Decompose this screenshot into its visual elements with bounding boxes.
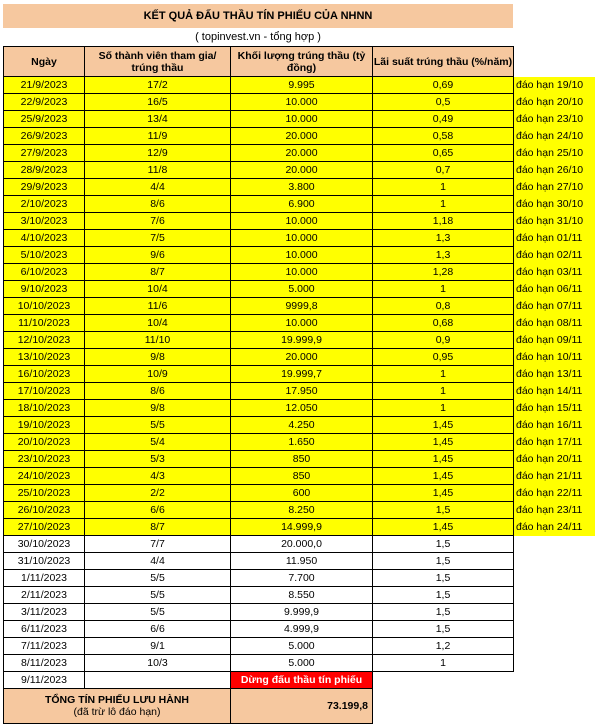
cell-members: 6/6	[85, 502, 231, 519]
cell-volume: 10.000	[231, 230, 373, 247]
table-header-row	[4, 47, 514, 77]
table-row	[4, 315, 514, 332]
last-row-date: 9/11/2023	[4, 672, 85, 689]
maturity-label: đáo hạn 09/11	[514, 332, 595, 349]
cell-volume: 8.250	[231, 502, 373, 519]
cell-members: 8/6	[85, 383, 231, 400]
table-row	[4, 94, 514, 111]
cell-date: 20/10/2023	[4, 434, 85, 451]
maturity-label: đáo hạn 25/10	[514, 145, 595, 162]
cell-volume: 9999,8	[231, 298, 373, 315]
cell-volume: 850	[231, 451, 373, 468]
cell-members: 7/6	[85, 213, 231, 230]
cell-volume: 20.000,0	[231, 536, 373, 553]
cell-date: 2/11/2023	[4, 587, 85, 604]
cell-volume: 12.050	[231, 400, 373, 417]
cell-rate: 1,18	[373, 213, 514, 230]
cell-members: 5/5	[85, 417, 231, 434]
table-row	[4, 213, 514, 230]
cell-members: 13/4	[85, 111, 231, 128]
cell-date: 30/10/2023	[4, 536, 85, 553]
table-row	[4, 502, 514, 519]
cell-rate: 0,65	[373, 145, 514, 162]
cell-rate: 1,45	[373, 519, 514, 536]
table-row	[4, 519, 514, 536]
cell-volume: 7.700	[231, 570, 373, 587]
table-row	[4, 349, 514, 366]
cell-date: 22/9/2023	[4, 94, 85, 111]
table-row	[4, 162, 514, 179]
cell-rate: 1	[373, 281, 514, 298]
cell-date: 6/11/2023	[4, 621, 85, 638]
maturity-label: đáo hạn 20/11	[514, 451, 595, 468]
cell-volume: 5.000	[231, 281, 373, 298]
header-date: Ngày	[4, 47, 85, 77]
table-row	[4, 604, 514, 621]
cell-volume: 10.000	[231, 94, 373, 111]
cell-members: 5/5	[85, 604, 231, 621]
last-row	[4, 672, 514, 689]
cell-members: 8/7	[85, 519, 231, 536]
cell-volume: 19.999,9	[231, 332, 373, 349]
cell-date: 26/10/2023	[4, 502, 85, 519]
cell-date: 27/9/2023	[4, 145, 85, 162]
cell-rate: 1,45	[373, 451, 514, 468]
cell-volume: 850	[231, 468, 373, 485]
maturity-label: đáo hạn 24/11	[514, 519, 595, 536]
cell-members: 16/5	[85, 94, 231, 111]
table-row	[4, 638, 514, 655]
cell-rate: 1,45	[373, 434, 514, 451]
maturity-label: đáo hạn 15/11	[514, 400, 595, 417]
table-row	[4, 621, 514, 638]
cell-rate: 1,3	[373, 247, 514, 264]
maturity-label: đáo hạn 27/10	[514, 179, 595, 196]
cell-date: 11/10/2023	[4, 315, 85, 332]
cell-rate: 0,68	[373, 315, 514, 332]
page-subtitle: ( topinvest.vn - tổng hợp )	[195, 31, 321, 43]
cell-date: 29/9/2023	[4, 179, 85, 196]
cell-rate: 1,5	[373, 621, 514, 638]
table-row	[4, 264, 514, 281]
cell-members: 4/4	[85, 179, 231, 196]
cell-volume: 20.000	[231, 145, 373, 162]
cell-date: 26/9/2023	[4, 128, 85, 145]
table-row	[4, 468, 514, 485]
cell-members: 10/4	[85, 281, 231, 298]
cell-volume: 10.000	[231, 315, 373, 332]
table-row	[4, 366, 514, 383]
cell-date: 23/10/2023	[4, 451, 85, 468]
cell-members: 11/6	[85, 298, 231, 315]
maturity-label: đáo hạn 30/10	[514, 196, 595, 213]
cell-date: 9/10/2023	[4, 281, 85, 298]
cell-volume: 600	[231, 485, 373, 502]
cell-date: 1/11/2023	[4, 570, 85, 587]
cell-members: 5/5	[85, 587, 231, 604]
cell-members: 9/6	[85, 247, 231, 264]
table-row	[4, 298, 514, 315]
cell-rate: 1,5	[373, 553, 514, 570]
cell-rate: 1,5	[373, 502, 514, 519]
cell-date: 6/10/2023	[4, 264, 85, 281]
cell-members: 10/3	[85, 655, 231, 672]
total-label: TỔNG TÍN PHIẾU LƯU HÀNH	[44, 694, 190, 706]
table-row	[4, 332, 514, 349]
maturity-label: đáo hạn 23/10	[514, 111, 595, 128]
total-row	[4, 689, 514, 724]
cell-date: 13/10/2023	[4, 349, 85, 366]
cell-date: 27/10/2023	[4, 519, 85, 536]
table-row	[4, 383, 514, 400]
cell-volume: 19.999,7	[231, 366, 373, 383]
cell-rate: 1,3	[373, 230, 514, 247]
cell-date: 12/10/2023	[4, 332, 85, 349]
table-row	[4, 145, 514, 162]
table-row	[4, 196, 514, 213]
table-row	[4, 451, 514, 468]
cell-volume: 4.999,9	[231, 621, 373, 638]
cell-date: 18/10/2023	[4, 400, 85, 417]
table-row	[4, 179, 514, 196]
cell-volume: 20.000	[231, 349, 373, 366]
cell-rate: 1,5	[373, 536, 514, 553]
table-row	[4, 417, 514, 434]
cell-volume: 5.000	[231, 638, 373, 655]
stop-auction-note: Dừng đấu thầu tín phiếu	[231, 672, 373, 689]
cell-volume: 4.250	[231, 417, 373, 434]
cell-volume: 14.999,9	[231, 519, 373, 536]
cell-rate: 1,5	[373, 604, 514, 621]
maturity-label: đáo hạn 20/10	[514, 94, 595, 111]
cell-members: 12/9	[85, 145, 231, 162]
cell-date: 3/11/2023	[4, 604, 85, 621]
cell-members: 4/4	[85, 553, 231, 570]
maturity-label: đáo hạn 24/10	[514, 128, 595, 145]
cell-members: 11/8	[85, 162, 231, 179]
table-row	[4, 230, 514, 247]
cell-date: 17/10/2023	[4, 383, 85, 400]
table-row	[4, 400, 514, 417]
cell-members: 5/5	[85, 570, 231, 587]
cell-members: 8/6	[85, 196, 231, 213]
cell-date: 2/10/2023	[4, 196, 85, 213]
cell-volume: 20.000	[231, 128, 373, 145]
cell-rate: 1,45	[373, 468, 514, 485]
cell-volume: 6.900	[231, 196, 373, 213]
maturity-label: đáo hạn 16/11	[514, 417, 595, 434]
cell-members: 17/2	[85, 77, 231, 94]
cell-rate: 0,95	[373, 349, 514, 366]
cell-members: 9/8	[85, 349, 231, 366]
maturity-label: đáo hạn 19/10	[514, 77, 595, 94]
cell-date: 21/9/2023	[4, 77, 85, 94]
cell-rate: 0,49	[373, 111, 514, 128]
maturity-label: đáo hạn 03/11	[514, 264, 595, 281]
cell-rate: 0,5	[373, 94, 514, 111]
table-row	[4, 111, 514, 128]
total-label-cell	[4, 689, 231, 724]
maturity-label: đáo hạn 22/11	[514, 485, 595, 502]
cell-rate: 1	[373, 196, 514, 213]
cell-rate: 1,2	[373, 638, 514, 655]
maturity-label: đáo hạn 06/11	[514, 281, 595, 298]
cell-rate: 1,28	[373, 264, 514, 281]
cell-rate: 1,5	[373, 587, 514, 604]
maturity-label: đáo hạn 23/11	[514, 502, 595, 519]
page-title: KẾT QUẢ ĐẤU THẦU TÍN PHIẾU CỦA NHNN	[3, 4, 513, 28]
cell-rate: 1	[373, 655, 514, 672]
maturity-label: đáo hạn 10/11	[514, 349, 595, 366]
cell-volume: 8.550	[231, 587, 373, 604]
cell-date: 4/10/2023	[4, 230, 85, 247]
cell-rate: 1	[373, 179, 514, 196]
cell-members: 11/9	[85, 128, 231, 145]
table-row	[4, 553, 514, 570]
cell-date: 24/10/2023	[4, 468, 85, 485]
cell-date: 28/9/2023	[4, 162, 85, 179]
cell-rate: 1,45	[373, 417, 514, 434]
cell-members: 5/3	[85, 451, 231, 468]
maturity-label: đáo hạn 26/10	[514, 162, 595, 179]
table-row	[4, 247, 514, 264]
cell-members: 9/8	[85, 400, 231, 417]
cell-volume: 5.000	[231, 655, 373, 672]
table-row	[4, 77, 514, 94]
header-members: Số thành viên tham gia/ trúng thầu	[85, 47, 231, 77]
last-row-blank	[373, 672, 514, 689]
auction-results-table	[3, 46, 514, 724]
cell-volume: 9.995	[231, 77, 373, 94]
cell-volume: 10.000	[231, 111, 373, 128]
cell-members: 6/6	[85, 621, 231, 638]
cell-members: 5/4	[85, 434, 231, 451]
cell-date: 31/10/2023	[4, 553, 85, 570]
cell-volume: 1.650	[231, 434, 373, 451]
maturity-label: đáo hạn 08/11	[514, 315, 595, 332]
cell-date: 25/9/2023	[4, 111, 85, 128]
maturity-label: đáo hạn 17/11	[514, 434, 595, 451]
cell-date: 19/10/2023	[4, 417, 85, 434]
cell-rate: 1	[373, 400, 514, 417]
cell-date: 16/10/2023	[4, 366, 85, 383]
table-row	[4, 281, 514, 298]
header-volume: Khối lượng trúng thầu (tỷ đồng)	[231, 47, 373, 77]
maturity-label: đáo hạn 31/10	[514, 213, 595, 230]
maturity-label: đáo hạn 13/11	[514, 366, 595, 383]
table-row	[4, 128, 514, 145]
total-value: 73.199,8	[231, 689, 373, 724]
total-blank	[373, 689, 514, 724]
cell-members: 4/3	[85, 468, 231, 485]
cell-members: 10/9	[85, 366, 231, 383]
cell-date: 10/10/2023	[4, 298, 85, 315]
cell-rate: 1,5	[373, 570, 514, 587]
cell-volume: 11.950	[231, 553, 373, 570]
cell-members: 10/4	[85, 315, 231, 332]
cell-members: 9/1	[85, 638, 231, 655]
cell-members: 7/7	[85, 536, 231, 553]
table-row	[4, 485, 514, 502]
maturity-label: đáo hạn 21/11	[514, 468, 595, 485]
header-rate: Lãi suất trúng thầu (%/năm)	[373, 47, 514, 77]
cell-volume: 9.999,9	[231, 604, 373, 621]
table-row	[4, 655, 514, 672]
maturity-label: đáo hạn 14/11	[514, 383, 595, 400]
table-row	[4, 570, 514, 587]
cell-date: 8/11/2023	[4, 655, 85, 672]
cell-rate: 0,8	[373, 298, 514, 315]
cell-rate: 0,7	[373, 162, 514, 179]
table-row	[4, 587, 514, 604]
cell-members: 11/10	[85, 332, 231, 349]
maturity-label: đáo hạn 01/11	[514, 230, 595, 247]
cell-rate: 0,58	[373, 128, 514, 145]
cell-members: 7/5	[85, 230, 231, 247]
cell-volume: 3.800	[231, 179, 373, 196]
cell-volume: 20.000	[231, 162, 373, 179]
cell-rate: 0,9	[373, 332, 514, 349]
cell-rate: 0,69	[373, 77, 514, 94]
table-row	[4, 536, 514, 553]
cell-volume: 17.950	[231, 383, 373, 400]
maturity-label: đáo hạn 02/11	[514, 247, 595, 264]
table-row	[4, 434, 514, 451]
cell-date: 25/10/2023	[4, 485, 85, 502]
cell-rate: 1	[373, 383, 514, 400]
cell-date: 7/11/2023	[4, 638, 85, 655]
last-row-empty	[85, 672, 231, 689]
cell-volume: 10.000	[231, 264, 373, 281]
cell-rate: 1,45	[373, 485, 514, 502]
cell-volume: 10.000	[231, 247, 373, 264]
cell-date: 3/10/2023	[4, 213, 85, 230]
cell-volume: 10.000	[231, 213, 373, 230]
maturity-label: đáo hạn 07/11	[514, 298, 595, 315]
total-sublabel: (đã trừ lô đáo hạn)	[73, 706, 161, 718]
cell-members: 2/2	[85, 485, 231, 502]
cell-date: 5/10/2023	[4, 247, 85, 264]
cell-rate: 1	[373, 366, 514, 383]
cell-members: 8/7	[85, 264, 231, 281]
